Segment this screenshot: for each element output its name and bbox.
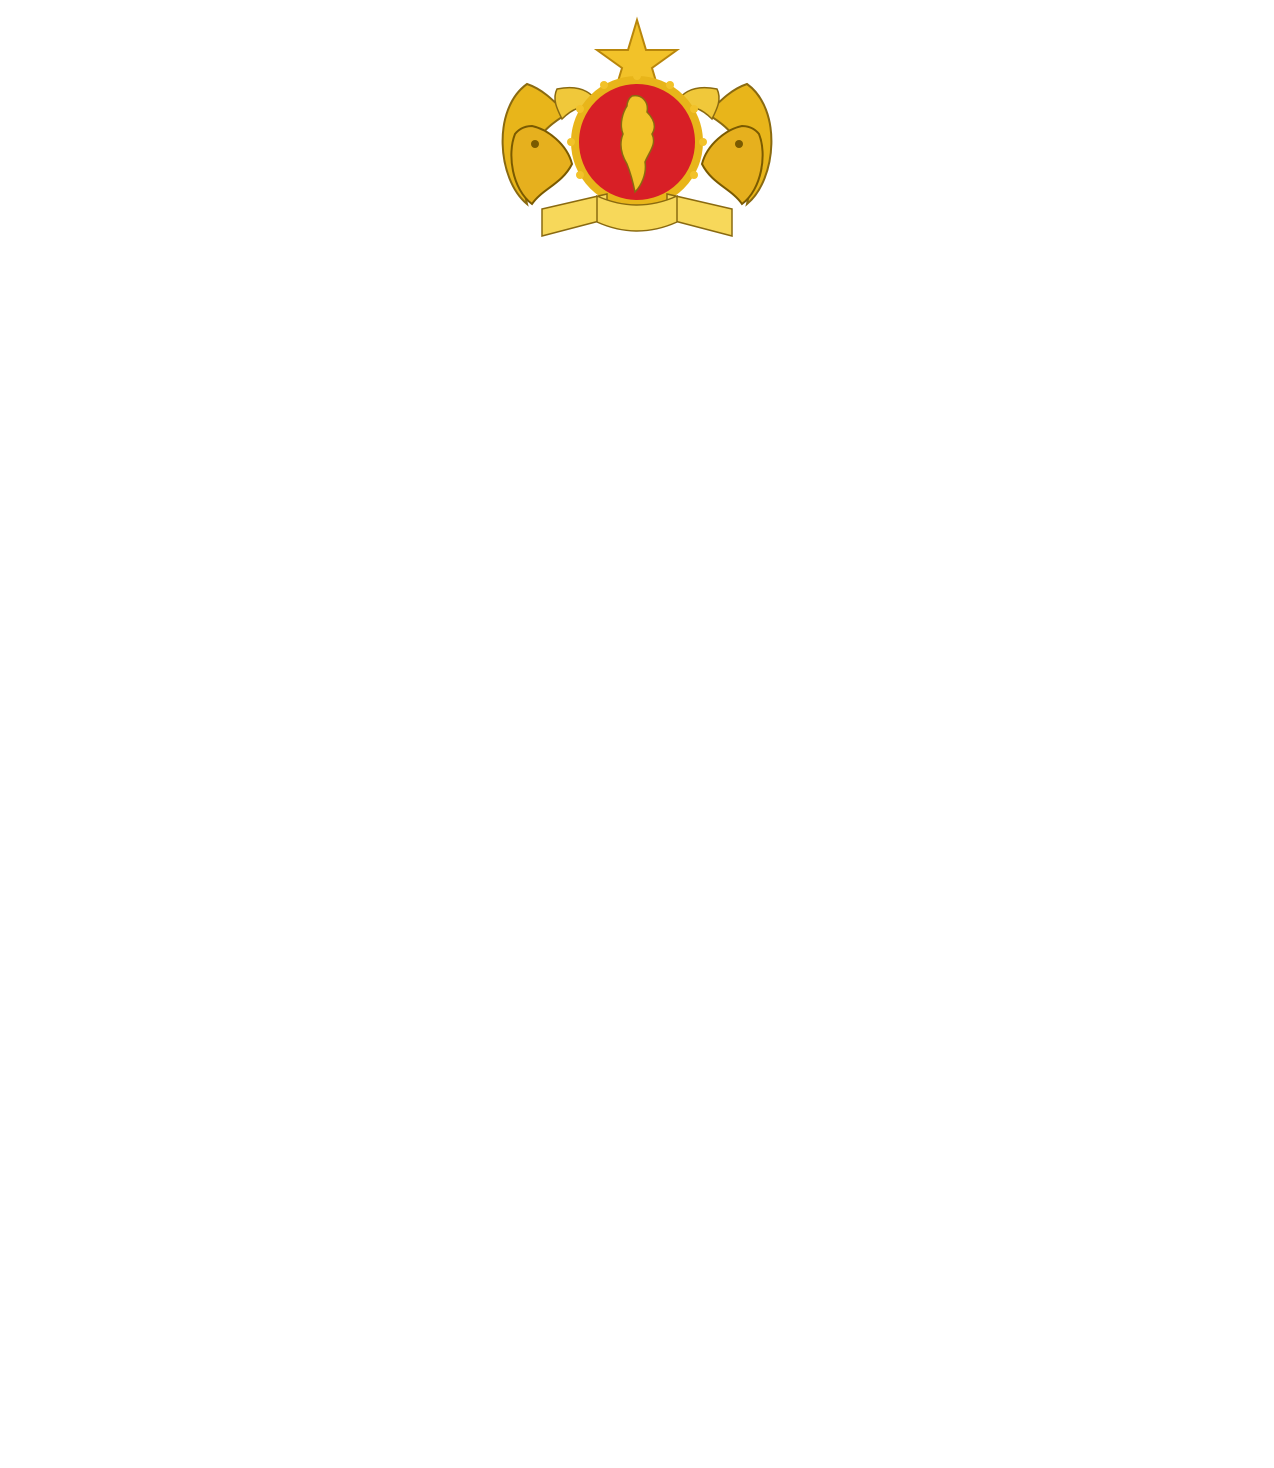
paragraph-2 [74,1310,1200,1468]
document-header [0,280,1274,550]
emblem-seal-icon [487,14,787,254]
header-ministry-name [0,388,1274,442]
state-emblem [487,14,787,254]
paragraph-1 [74,758,1200,813]
header-government-name [0,334,1274,388]
header-country-name [0,280,1274,334]
header-statement-number [0,442,1274,496]
header-date [0,496,1274,550]
